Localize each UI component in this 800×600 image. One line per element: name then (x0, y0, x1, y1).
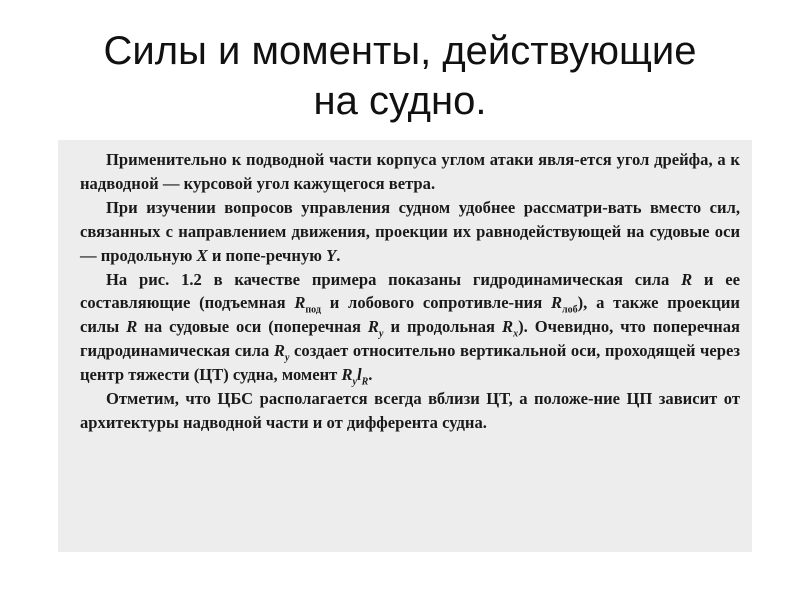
paragraph-1: Применительно к подводной части корпуса углом атаки явля-ется угол дрейфа, а к надводной — курсовой угол кажущегося ветра. (80, 150, 740, 193)
force-r-pod-symbol: R (294, 293, 306, 313)
slide-title-line-2: на судно. (313, 79, 487, 123)
axis-y-symbol: Y (326, 245, 337, 265)
moment-symbol: R (341, 365, 353, 385)
paragraph-2: При изучении вопросов управления судном удобнее рассматри-вать вместо сил, связанных с направлением движения, проекции их равнодействующей на судовые оси — продольную X и попе-речную Y. (80, 197, 740, 265)
axis-x-symbol: X (196, 245, 208, 265)
slide-title-line-1: Силы и моменты, действующие (103, 29, 697, 73)
paragraph-4: Отметим, что ЦБС располагается всегда вблизи ЦТ, а положе-ние ЦП зависит от архитектуры надводной части и от дифферента судна. (80, 389, 740, 432)
force-ry-symbol: R (367, 317, 379, 337)
force-r-symbol: R (681, 269, 693, 289)
paragraph-3: На рис. 1.2 в качестве примера показаны гидродинамическая сила R и ее составляющие (подъемная $R_{под}$ и лобового сопротивле-ния $R_{лоб}$), а также проекции силы R на судовые оси (поперечная $R_y$ и продольная $R_x$). Очевидно, что поперечная гидродинамическая сила $R_y$ создает относительно вертикальной оси, проходящей через центр тяжести (ЦТ) судна, момент $R_yl_R$. (80, 269, 740, 388)
scanned-text-image (58, 140, 752, 552)
slide-title (40, 26, 760, 126)
force-rx-symbol: R (501, 317, 514, 337)
force-r-lob-symbol: R (550, 293, 563, 313)
scanned-text-body (80, 148, 740, 435)
